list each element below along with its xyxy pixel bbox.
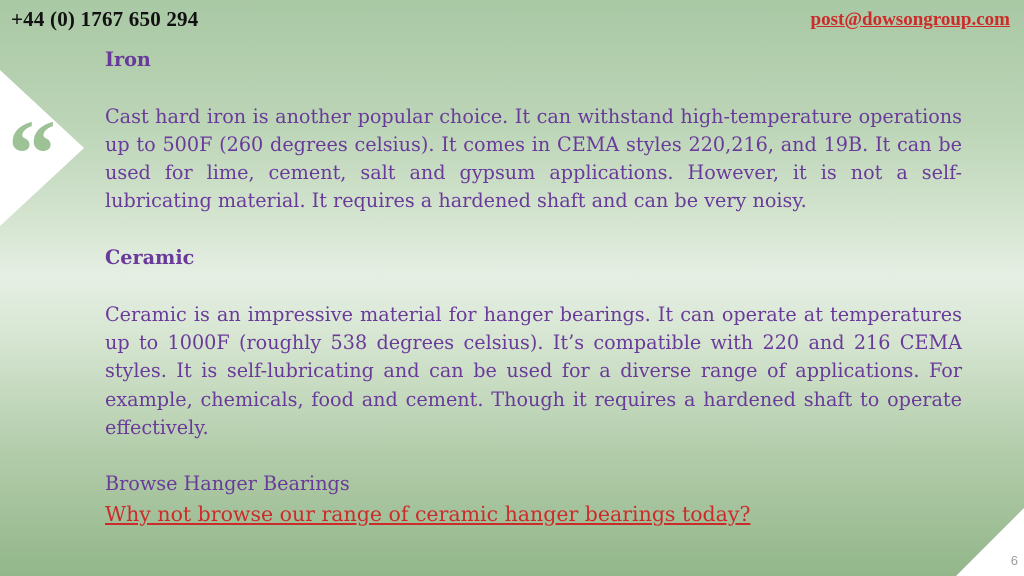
browse-ceramic-link[interactable]: Why not browse our range of ceramic hanger bearings today? (105, 501, 751, 526)
spacer (105, 442, 962, 470)
iron-heading: Iron (105, 48, 151, 71)
slide-content (105, 46, 962, 529)
spacer (105, 216, 962, 244)
page-number: 6 (1010, 553, 1018, 568)
browse-label: Browse Hanger Bearings (105, 472, 350, 496)
quote-icon: “ (8, 100, 56, 207)
spacer (105, 272, 962, 300)
ceramic-heading: Ceramic (105, 246, 195, 270)
spacer (105, 74, 962, 102)
phone-number: +44 (0) 1767 650 294 (11, 7, 199, 31)
iron-paragraph: Cast hard iron is another popular choice. It can withstand high-temperature operations up to 500F (260 degrees celsius). It comes in CEMA styles 220,216, and 19B. It can be used for lime, cement, salt and gypsum applications. However, it is not a self-lubricating material. It requires a hardened shaft and can be very noisy. (105, 104, 962, 213)
email-link[interactable]: post@dowsongroup.com (810, 9, 1010, 30)
ceramic-paragraph: Ceramic is an impressive material for hanger bearings. It can operate at temperatures up to 1000F (roughly 538 degrees celsius). It’s compatible with 220 and 216 CEMA styles. It is self-lubricating and can be used for a diverse range of applications. For example, chemicals, food and cement. Though it requires a hardened shaft to operate effectively. (105, 302, 962, 439)
